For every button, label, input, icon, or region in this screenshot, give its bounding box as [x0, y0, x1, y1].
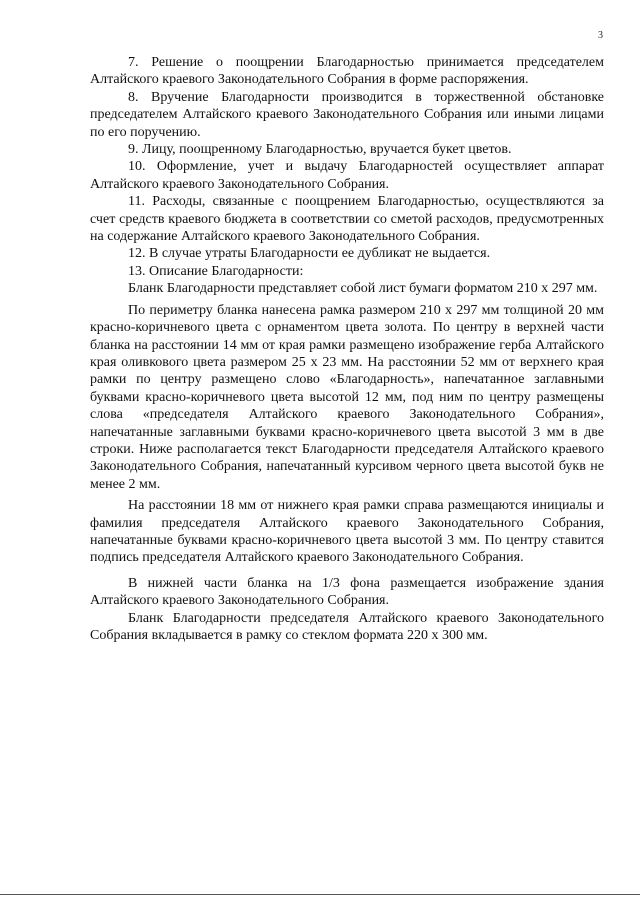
- document-body: [90, 54, 604, 644]
- paragraph-12-duplicate: 12. В случае утраты Благодарности ее дубликат не выдается.: [128, 246, 491, 262]
- paragraph-7-decision: 7. Решение о поощрении Благодарностью принимается председателем Алтайского краевого Законодательного Собрания в форме распоряжения.: [90, 55, 604, 88]
- paragraph-blank-format: Бланк Благодарности представляет собой лист бумаги форматом 210 х 297 мм.: [128, 281, 598, 297]
- paragraph-10-registration: 10. Оформление, учет и выдачу Благодарностей осуществляет аппарат Алтайского краевого Законодательного Собрания.: [90, 159, 604, 192]
- paragraph-8-presentation: 8. Вручение Благодарности производится в торжественной обстановке председателем Алтайского краевого Законодательного Собрания или иными лицами по его поручению.: [90, 89, 604, 140]
- page-number: 3: [598, 30, 603, 41]
- paragraph-glass-frame: Бланк Благодарности председателя Алтайского краевого Законодательного Собрания вкладывается в рамку со стеклом формата 220 х 300 мм.: [90, 610, 604, 643]
- bottom-divider: [0, 894, 640, 895]
- paragraph-frame-description: По периметру бланка нанесена рамка размером 210 х 297 мм толщиной 20 мм красно-коричневого цвета с орнаментом цвета золота. По центру в верхней части бланка на расстоянии 14 мм от края рамки размещено изображение герба Алтайского края оливкового цвета размером 25 х 23 мм. На расстоянии 52 мм от верхнего края рамки по центру размещено слово «Благодарность», напечатанное заглавными буквами красно-коричневого цвета высотой 12 мм, под ним по центру размещены слова «председателя Алтайского краевого Законодательного Собрания», напечатанные заглавными буквами красно-коричневого цвета высотой 3 мм в две строки. Ниже располагается текст Благодарности председателя Алтайского краевого Законодательного Собрания, напечатанный курсивом черного цвета высотой букв не менее 2 мм.: [90, 302, 604, 492]
- paragraph-13-description-heading: 13. Описание Благодарности:: [128, 263, 304, 279]
- paragraph-11-expenses: 11. Расходы, связанные с поощрением Благодарностью, осуществляются за счет средств краевого бюджета в соответствии со сметой расходов, предусмотренных на содержание Алтайского краевого Законодательного Собрания.: [90, 194, 604, 245]
- paragraph-building-image: В нижней части бланка на 1/3 фона размещается изображение здания Алтайского краевого Законодательного Собрания.: [90, 575, 604, 609]
- paragraph-signature-block: На расстоянии 18 мм от нижнего края рамки справа размещаются инициалы и фамилия председателя Алтайского краевого Законодательного Собрания, напечатанные буквами красно-коричневого цвета высотой 3 мм. По центру ставится подпись председателя Алтайского краевого Законодательного Собрания.: [90, 498, 604, 566]
- paragraph-9-flowers: 9. Лицу, поощренному Благодарностью, вручается букет цветов.: [128, 142, 512, 158]
